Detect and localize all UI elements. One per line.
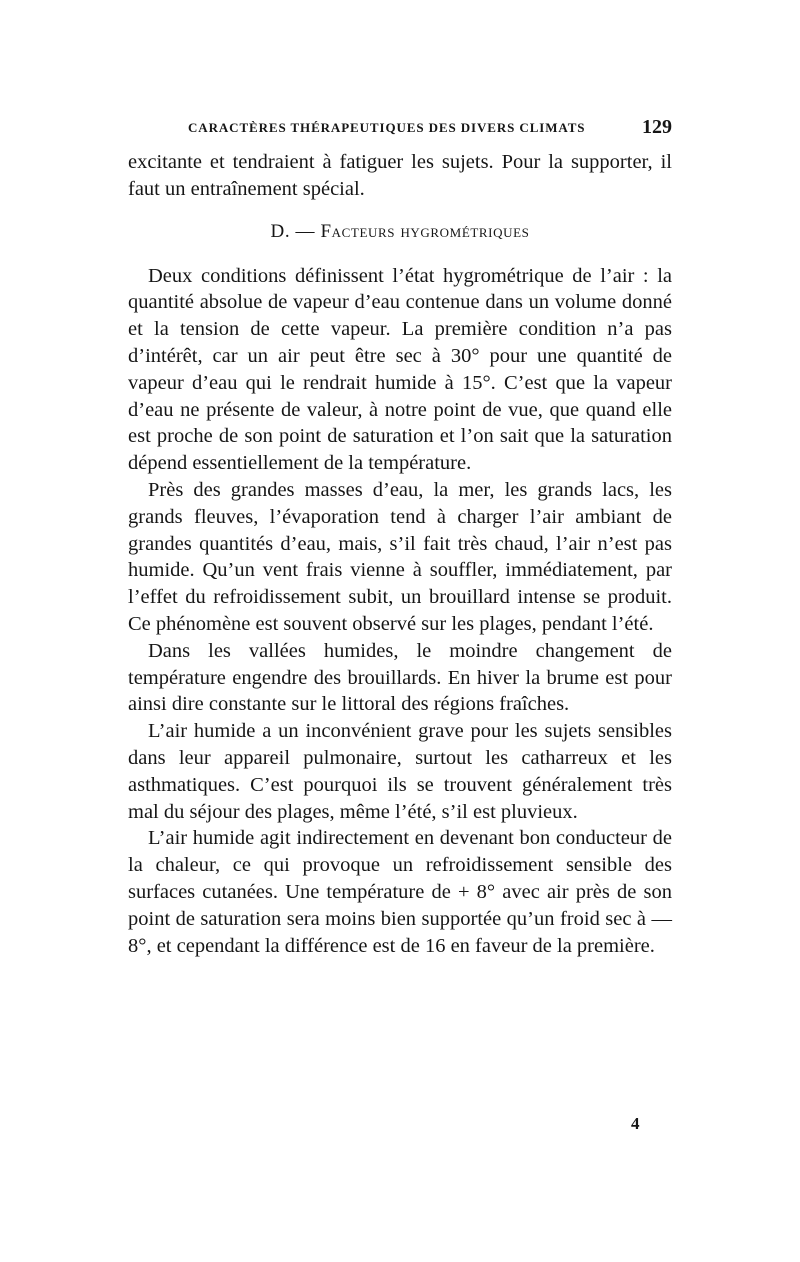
- paragraph: L’air humide a un inconvénient grave pour les sujets sensibles dans leur appareil pulmonaire, surtout les catharreux et les asthmatiques. C’est pourquoi ils se trouvent généralement très mal du séjour des plages, même l’été, s’il est pluvieux.: [128, 720, 672, 823]
- running-head: [128, 116, 672, 140]
- section-heading: [128, 219, 672, 245]
- paragraph-continuation: excitante et tendraient à fatiguer les sujets. Pour la supporter, il faut un entraînement spécial.: [128, 151, 672, 200]
- paragraph: Près des grandes masses d’eau, la mer, les grands lacs, les grands fleuves, l’évaporation tend à charger l’air ambiant de grandes quantités d’eau, mais, s’il fait très chaud, l’air n’est pas humide. Qu’un vent frais vienne à souffler, immédiatement, par l’effet du refroidissement subit, un brouillard intense se produit. Ce phénomène est souvent observé sur les plages, pendant l’été.: [128, 478, 672, 635]
- signature-mark: 4: [631, 1114, 640, 1133]
- page-number: 129: [642, 116, 672, 138]
- section-title: Facteurs hygrométriques: [320, 220, 530, 242]
- paragraph: Dans les vallées humides, le moindre changement de température engendre des brouillards. En hiver la brume est pour ainsi dire constante sur le littoral des régions fraîches.: [128, 639, 672, 716]
- paragraph: L’air humide agit indirectement en devenant bon conducteur de la chaleur, ce qui provoque un refroidissement sensible des surfaces cutanées. Une température de + 8° avec air près de son point de saturation sera moins bien supportée qu’un froid sec à — 8°, et cependant la différence est de 16 en faveur de la première.: [128, 827, 672, 957]
- running-title: CARACTÈRES THÉRAPEUTIQUES DES DIVERS CLIMATS: [188, 120, 586, 135]
- body-text: [128, 149, 672, 959]
- section-letter: D. —: [270, 220, 316, 242]
- paragraph: Deux conditions définissent l’état hygrométrique de l’air : la quantité absolue de vapeur d’eau contenue dans un volume donné et la tension de cette vapeur. La première condition n’a pas d’intérêt, car un air peut être sec à 30° pour une quantité de vapeur d’eau qui le rendrait humide à 15°. C’est que la vapeur d’eau ne présente de valeur, à notre point de vue, que quand elle est proche de son point de saturation et l’on sait que la saturation dépend essentiellement de la température.: [128, 264, 672, 475]
